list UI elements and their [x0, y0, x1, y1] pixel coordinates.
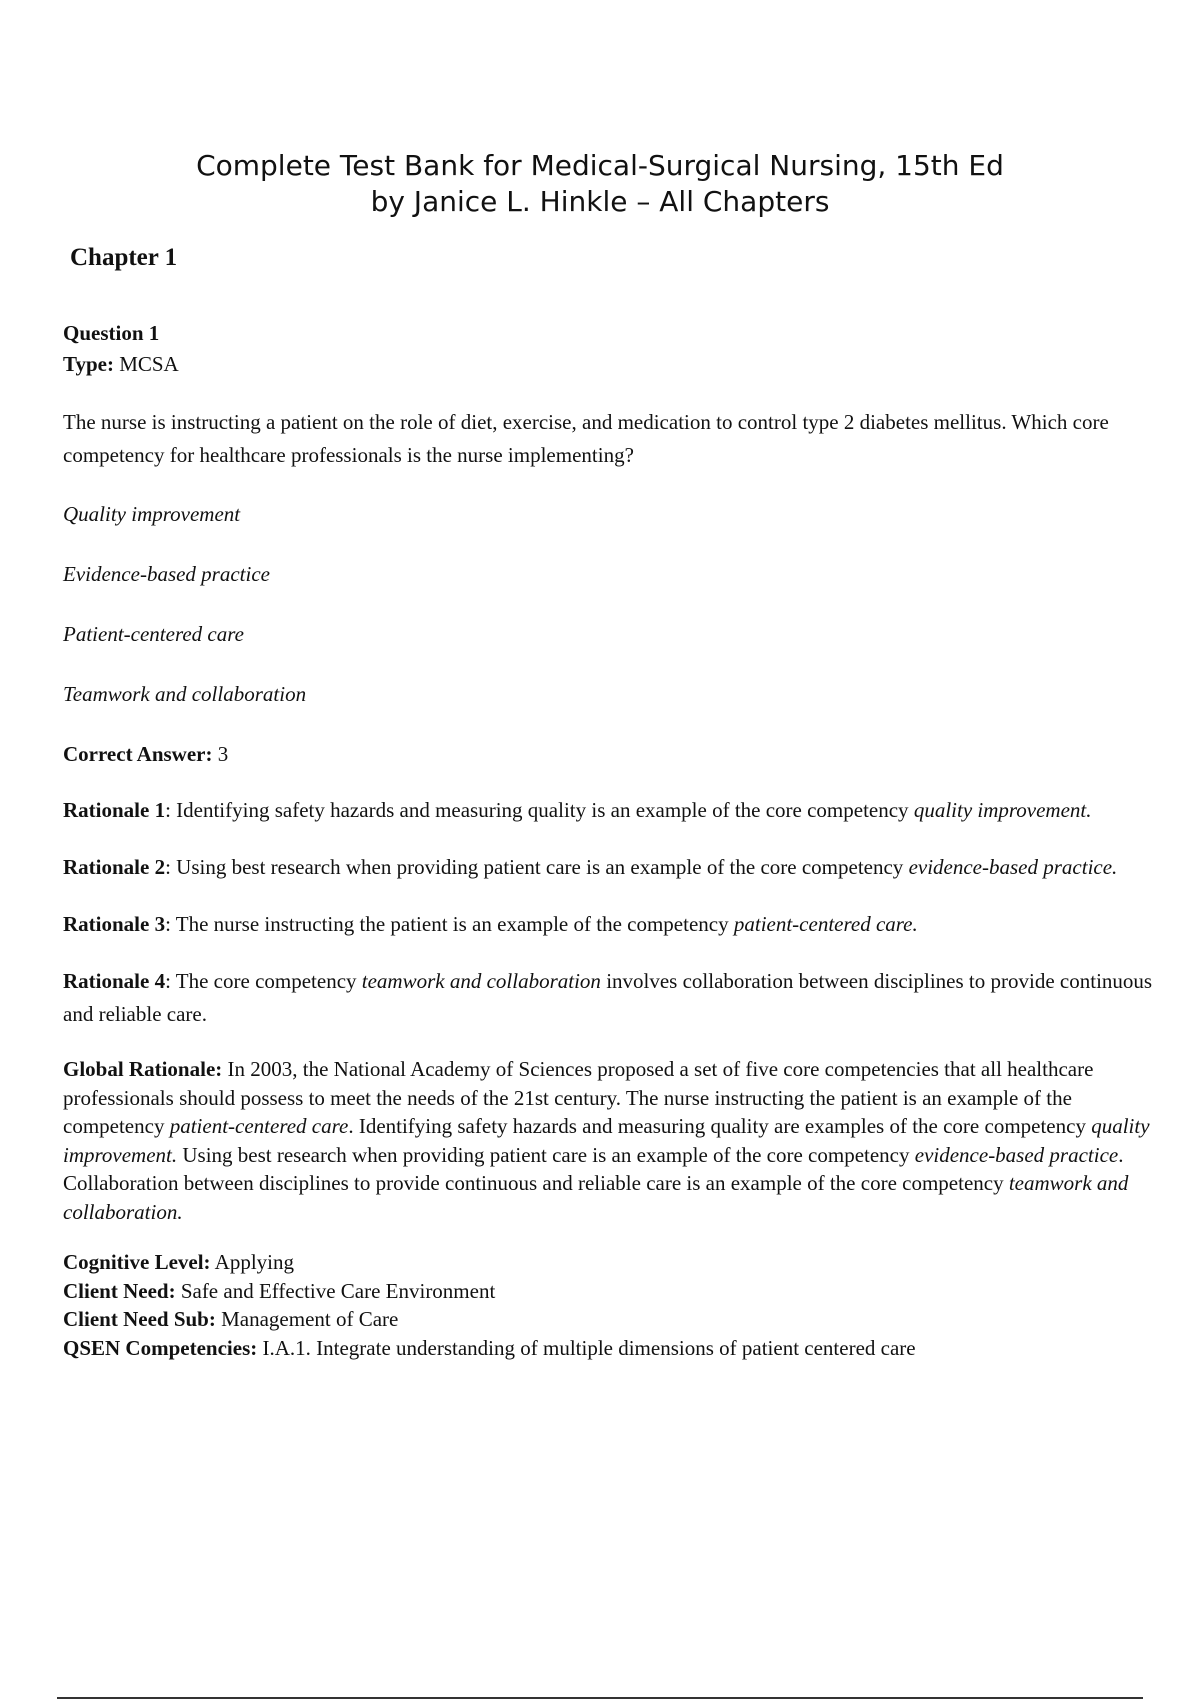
rationale-1-term: quality improvement. — [913, 798, 1092, 822]
global-rationale-term-1: patient-centered care — [169, 1114, 349, 1138]
cognitive-level-value: Applying — [210, 1250, 294, 1274]
rationale-2-label: Rationale 2 — [63, 855, 166, 879]
correct-answer-value: 3 — [212, 742, 229, 766]
question-metadata — [63, 1248, 1163, 1362]
rationale-3 — [63, 908, 1163, 941]
answer-option-1: Quality improvement — [63, 502, 241, 526]
question-number: Question 1 — [63, 321, 160, 345]
client-need — [63, 1277, 1163, 1306]
global-rationale-part-4: . Collaboration between disciplines to provide continuous and reliable care is an example of the core competency — [63, 1142, 1124, 1195]
rationale-1-text: : Identifying safety hazards and measuring quality is an example of the core competency — [165, 798, 914, 822]
answer-option-4: Teamwork and collaboration — [63, 682, 307, 706]
correct-answer — [63, 739, 1163, 770]
qsen-competencies-value: I.A.1. Integrate understanding of multiple dimensions of patient centered care — [257, 1335, 916, 1360]
rationale-2-term: evidence-based practice. — [908, 855, 1118, 879]
footer-divider — [57, 1697, 1143, 1699]
chapter-heading: Chapter 1 — [70, 244, 178, 271]
rationale-4-after: involves collaboration between disciplines to provide continuous and reliable care. — [63, 969, 1153, 1026]
correct-answer-label: Correct Answer: — [63, 742, 213, 766]
document-title — [0, 148, 1200, 220]
question-stem: The nurse is instructing a patient on the role of diet, exercise, and medication to control type 2 diabetes mellitus. Which core competency for healthcare professionals is the nurse implementing? — [63, 410, 1109, 467]
qsen-competencies — [63, 1334, 1163, 1363]
client-need-label: Client Need: — [63, 1278, 176, 1303]
global-rationale-term-3: evidence-based practice — [914, 1142, 1119, 1167]
global-rationale-part-3: Using best research when providing patient care is an example of the core competency — [177, 1142, 915, 1167]
rationale-3-label: Rationale 3 — [63, 912, 166, 936]
rationale-1-label: Rationale 1 — [63, 798, 166, 822]
question-type-value: MCSA — [113, 352, 179, 376]
cognitive-level-label: Cognitive Level: — [63, 1250, 211, 1274]
global-rationale-label: Global Rationale: — [63, 1057, 223, 1081]
question-type — [63, 349, 1163, 380]
answer-options — [63, 499, 1163, 710]
global-rationale-part-1: In 2003, the National Academy of Sciences proposed a set of five core competencies that all healthcare professionals should possess to meet the needs of the 21st century. The nurse instructing the patient is an example of the competency — [63, 1057, 1094, 1138]
rationale-4 — [63, 965, 1163, 1031]
global-rationale-part-2: . Identifying safety hazards and measuring quality are examples of the core competency — [348, 1114, 1092, 1138]
rationale-2-text: : Using best research when providing patient care is an example of the core competency — [165, 855, 909, 879]
answer-option-2: Evidence-based practice — [63, 562, 270, 586]
document-title-line-2: by Janice L. Hinkle – All Chapters — [370, 185, 830, 218]
rationale-2 — [63, 851, 1163, 884]
rationale-4-label: Rationale 4 — [63, 969, 166, 993]
rationale-1 — [63, 794, 1163, 827]
answer-option-3: Patient-centered care — [63, 622, 244, 646]
question-type-label: Type: — [63, 352, 114, 376]
rationale-3-term: patient-centered care. — [733, 912, 918, 936]
rationale-3-text: : The nurse instructing the patient is an example of the competency — [165, 912, 734, 936]
client-need-sub-value: Management of Care — [215, 1307, 399, 1331]
global-rationale-term-4: teamwork and collaboration. — [63, 1171, 1129, 1224]
question-block — [63, 318, 1163, 1362]
document-title-line-1: Complete Test Bank for Medical-Surgical Nursing, 15th Ed — [196, 149, 1004, 182]
cognitive-level — [63, 1248, 1163, 1277]
qsen-competencies-label: QSEN Competencies: — [63, 1335, 258, 1360]
client-need-sub-label: Client Need Sub: — [63, 1307, 216, 1331]
rationale-4-text: : The core competency — [165, 969, 362, 993]
rationale-4-term: teamwork and collaboration — [361, 969, 601, 993]
global-rationale-term-2: quality improvement. — [63, 1114, 1150, 1167]
client-need-value: Safe and Effective Care Environment — [175, 1278, 496, 1303]
global-rationale — [63, 1055, 1163, 1226]
client-need-sub — [63, 1305, 1163, 1334]
